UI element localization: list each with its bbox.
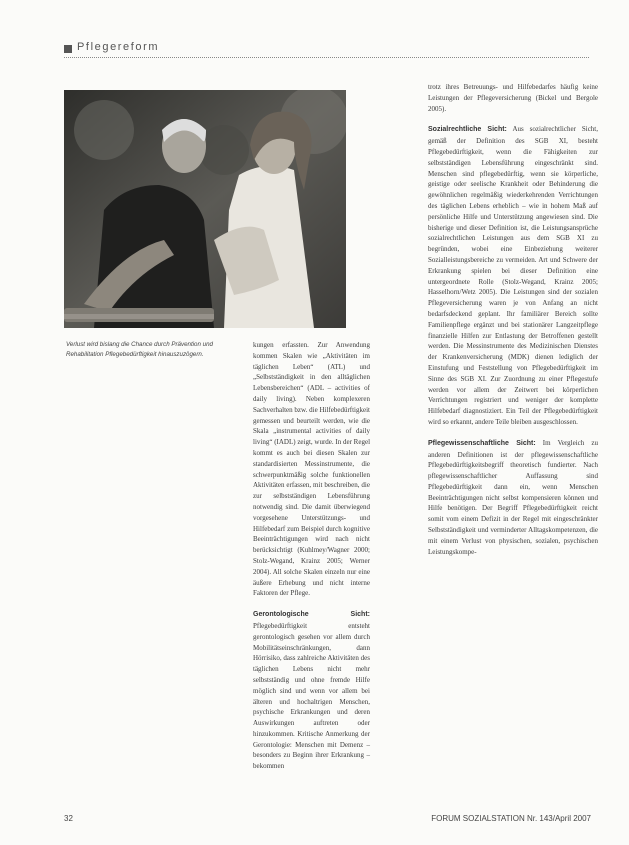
middle-column <box>253 340 370 772</box>
paragraph-gerontology <box>253 609 370 772</box>
figure-caption: Verlust wird bislang die Chance durch Prävention und Rehabilitation Pflegebedürftigkeit hinauszuzögern. <box>66 341 213 358</box>
section-title: Pflegereform <box>77 41 160 53</box>
paragraph-body: Aus sozialrechtlicher Sicht, gemäß der Definition des SGB XI, besteht Pflegebedürftigkeit, wenn die Fähigkeiten zur selbstständigen Lebensführung eingeschränkt sind. Menschen sind pflegebedürftig, wenn sie körperliche, geistige oder seelische Krankheit oder Behinderung die gewöhnlichen regelmäßig wiederkehrenden Verrichtungen des täglichen Lebens erheblich – wie in hohem Maß auf persönliche Hilfe und Unterstützung angewiesen sind. Die bisherige und dieser Definition ist, die Leistungsansprüche sozialrechtlichen Leistungen aus dem SGB XI zu begründen, wobei eine Einbeziehung weiterer Sozialleistungsbereiche zu vermeiden. Art und Schwere der Erkrankung spielen bei dieser Definition eine untergeordnete Rolle (Stolz-Wegand, Krainz 2005; Hasselhorn/Wetz 2005). Die Leistungen sind der sozialen Pflegeversicherung waren je von Anfang an nicht bedarfsdeckend geplant. Ihr familiärer Bereich sollte Familienpflege ergänzt und bei stationärer Langzeitpflege finanzielle Hilfen zur Entlastung der Betroffenen gestellt werden. Die Messinstrumente des Medizinischen Dienstes der Krankenversicherung (MDK) dienen lediglich der Einstufung und Feststellung von Pflegebedürftigkeit im Sinne des SGB XI. Zur Zuordnung zu einer Pflegestufe werden vor allem der Zeitwert bei körperlichen Verrichtungen registriert und weniger der komplette Hilfebedarf diagnostiziert. Ein Teil der Pflegebedürftigkeit wird so erkannt, andere Teile bleiben ausgeschlossen. <box>428 125 598 426</box>
photo-two-women-walker <box>64 90 346 328</box>
paragraph-lead: Sozialrechtliche Sicht: <box>428 126 507 134</box>
right-column <box>428 82 598 557</box>
paragraph: kungen erfassten. Zur Anwendung kommen Skalen wie „Aktivitäten im täglichen Leben“ (ATL) und „Selbstständigkeit in den alltäglichen Lebensbereichen“ (ADL – activities of daily living). Neben komplexeren Sachverhalten bzw. die Hilfebedürftigkeit gemessen und beurteilt werden, wie die Skala „instrumental activities of daily living“ (IADL) zeigt, wurde. In der Regel kommt es auch bei diesen Skalen zur standardisierten Messinstrumente, die schwerpunktmäßig solche funktionellen Aktivitäten erfassen, mit beschreiben, die zur selbstständigen Lebensführung notwendig sind. Die damit überwiegend vorgesehene Unterstützungs- und Hilfebedarf zum Beispiel durch kognitive Beeinträchtigungen wird nach nicht berücksichtigt (Kuhlmey/Wagner 2000; Stolz-Wegand, Krainz 2005; Werner 2004). All solche Skalen einzeln nur eine äußere Erhebung und nicht interne Faktoren der Pflege. <box>253 341 371 598</box>
header-rule <box>64 57 589 58</box>
journal-footer: FORUM SOZIALSTATION Nr. 143/April 2007 <box>431 814 591 823</box>
page-number: 32 <box>64 814 73 823</box>
paragraph: trotz ihres Betreuungs- und Hilfebedarfes häufig keine Leistungen der Pflegeversicherung (Bickel und Bergole 2005). <box>428 83 598 113</box>
paragraph-social-law <box>428 124 598 427</box>
paragraph-body: Pflegebedürftigkeit entsteht gerontologisch gesehen vor allem durch Mobilitätseinschränkungen, dann Hörrisiko, dass zahlreiche Aktivitäten des täglichen Lebens nicht mehr selbstständig und ohne fremde Hilfe möglich sind und wenn vor allem bei älteren und hochaltrigen Menschen, psychische Erkrankungen und deren Auswirkungen auftreten oder hinzukommen. Kritische Anmerkung der Gerontologie: Menschen mit Demenz – besonders zu Beginn ihrer Erkrankung – bekommen <box>253 621 370 771</box>
photo-illustration <box>64 90 346 328</box>
paragraph-nursing-science <box>428 438 598 558</box>
paragraph-body: Im Vergleich zu anderen Definitionen ist der pflegewissenschaftliche Pflegebedürftigkeitsbegriff theoretisch fundierter. Nach pflegewissenschaftlicher Auffassung sind Pflegebedürftigkeit dann ein, wenn Menschen Beeinträchtigungen nicht selbst kompensieren können und Hilfe benötigen. Der Begriff Pflegebedürftigkeit reicht somit vom einem Defizit in der Regel mit eingeschränkter Selbstständigkeit und verminderter Alltagskompetenzen, die mit einem Verlust von physischen, sozialen, psychischen Leistungskompe- <box>428 438 599 556</box>
section-marker <box>64 45 72 53</box>
paragraph-lead: Pflegewissenschaftliche Sicht: <box>428 439 536 447</box>
paragraph-lead: Gerontologische Sicht: <box>253 611 370 619</box>
